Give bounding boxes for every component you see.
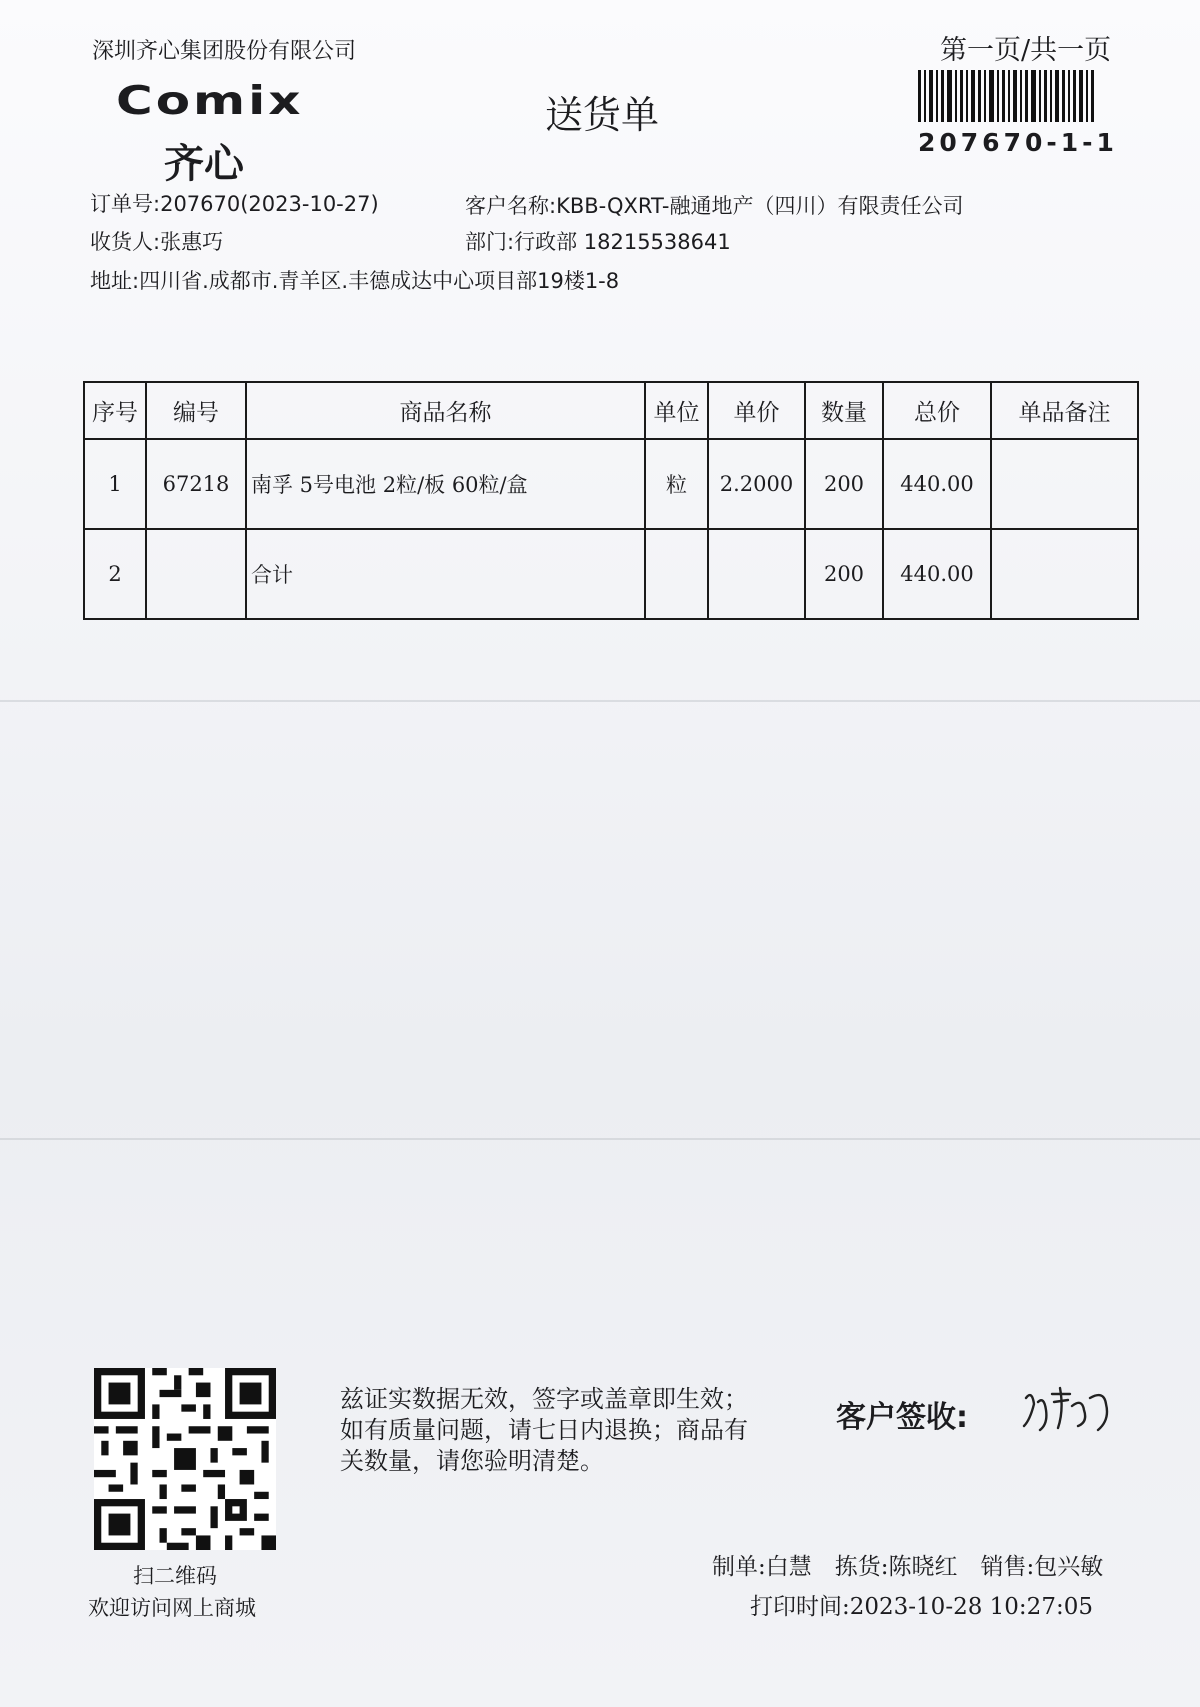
table-row [84,529,1138,619]
company-name: 深圳齐心集团股份有限公司 [92,39,357,64]
qr-caption-store: 欢迎访问网上商城 [88,1596,256,1620]
table-cell [146,529,246,619]
qr-caption-scan: 扫二维码 [133,1564,217,1588]
column-header: 编号 [146,382,246,439]
table-cell: 1 [84,439,146,529]
paper-fold-line [0,1138,1200,1140]
table-cell [645,529,708,619]
table-cell: 67218 [146,439,246,529]
receiver-value: 张惠巧 [160,230,224,254]
order-label: 订单号: [90,192,161,216]
table-cell [991,439,1138,529]
customer-value: KBB-QXRT-融通地产（四川）有限责任公司 [556,194,964,218]
notice-text: 兹证实数据无效，签字或盖章即生效；如有质量问题，请七日内退换；商品有关数量，请您验明清楚。 [340,1385,748,1475]
address [90,265,619,295]
column-header: 序号 [84,382,146,439]
table-cell: 200 [805,439,883,529]
receiver [90,226,223,256]
column-header: 数量 [805,382,883,439]
dept-value: 行政部 18215538641 [514,230,731,254]
order-value: 207670(2023-10-27) [160,192,379,216]
table-cell: 2 [84,529,146,619]
qr-code [94,1368,276,1550]
column-header: 总价 [883,382,991,439]
paper-fold-line [0,700,1200,702]
department [465,226,731,256]
address-label: 地址: [90,269,140,293]
column-header: 单位 [645,382,708,439]
customer-sign-label: 客户签收: [836,1400,968,1435]
table-cell: 440.00 [883,529,991,619]
table-cell [991,529,1138,619]
page-indicator: 第一页/共一页 [940,35,1112,66]
barcode [918,70,1130,122]
receiver-label: 收货人: [90,230,161,254]
address-value: 四川省.成都市.青羊区.丰德成达中心项目部19楼1-8 [139,269,620,293]
logo-comix: Comix [116,78,304,124]
barcode-number: 207670-1-1 [918,128,1118,157]
column-header: 单价 [708,382,805,439]
table-cell: 200 [805,529,883,619]
print-time: 打印时间:2023-10-28 10:27:05 [750,1594,1093,1620]
column-header: 单品备注 [991,382,1138,439]
table-cell: 440.00 [883,439,991,529]
items-table [83,381,1139,620]
document-title: 送货单 [545,93,660,137]
handwritten-signature [1018,1380,1118,1440]
customer-label: 客户名称: [465,194,557,218]
table-row [84,439,1138,529]
order-number [90,188,379,218]
column-header: 商品名称 [246,382,645,439]
table-cell: 2.2000 [708,439,805,529]
table-header-row [84,382,1138,439]
table-cell: 粒 [645,439,708,529]
logo-qixin: 齐心 [164,141,244,187]
table-cell: 南孚 5号电池 2粒/板 60粒/盒 [246,439,645,529]
table-cell [708,529,805,619]
customer-name [465,190,963,220]
staff-line: 制单:白慧 拣货:陈晓红 销售:包兴敏 [712,1554,1104,1580]
dept-label: 部门: [465,230,515,254]
table-cell: 合计 [246,529,645,619]
